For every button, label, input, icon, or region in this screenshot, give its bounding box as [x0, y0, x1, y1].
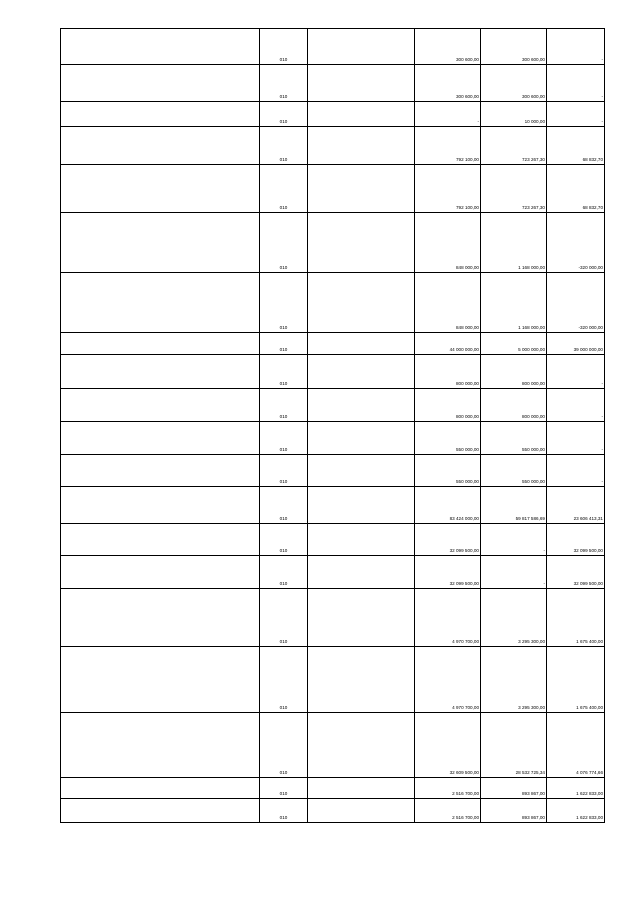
remainder-amount: 32 099 500,00: [547, 556, 605, 589]
table-row: [61, 524, 605, 556]
table-row: [61, 165, 605, 213]
assigned-amount: 2 516 700,00: [415, 799, 481, 823]
executed-amount: 28 532 725,34: [481, 713, 547, 778]
line-code: 010: [260, 389, 308, 422]
budget-item-name: [61, 389, 260, 422]
budget-item-name: [61, 455, 260, 487]
classification-code: [308, 389, 415, 422]
executed-amount: 893 867,00: [481, 799, 547, 823]
budget-transfers-table: [60, 28, 605, 823]
assigned-amount: 4 970 700,00: [415, 647, 481, 713]
table-body: [61, 29, 605, 823]
executed-amount: 1 168 000,00: [481, 273, 547, 333]
remainder-amount: 39 000 000,00: [547, 333, 605, 355]
budget-item-name: [61, 29, 260, 65]
executed-amount: 5 000 000,00: [481, 333, 547, 355]
executed-amount: 3 295 300,00: [481, 589, 547, 647]
budget-item-name: [61, 589, 260, 647]
executed-amount: 550 000,00: [481, 422, 547, 455]
remainder-amount: 23 606 413,31: [547, 487, 605, 524]
line-code: 010: [260, 273, 308, 333]
line-code: 010: [260, 422, 308, 455]
executed-amount: 893 867,00: [481, 778, 547, 799]
remainder-amount: -: [547, 389, 605, 422]
budget-item-name: [61, 165, 260, 213]
remainder-amount: 1 622 833,00: [547, 799, 605, 823]
classification-code: [308, 713, 415, 778]
table-row: [61, 29, 605, 65]
budget-item-name: [61, 778, 260, 799]
remainder-amount: 1 622 833,00: [547, 778, 605, 799]
line-code: 010: [260, 65, 308, 102]
classification-code: [308, 333, 415, 355]
classification-code: [308, 799, 415, 823]
budget-item-name: [61, 487, 260, 524]
line-code: 010: [260, 29, 308, 65]
executed-amount: -: [481, 524, 547, 556]
classification-code: [308, 102, 415, 127]
remainder-amount: 32 099 500,00: [547, 524, 605, 556]
remainder-amount: -320 000,00: [547, 273, 605, 333]
budget-item-name: [61, 647, 260, 713]
executed-amount: 1 168 000,00: [481, 213, 547, 273]
budget-item-name: [61, 524, 260, 556]
executed-amount: 550 000,00: [481, 455, 547, 487]
remainder-amount: 1 675 400,00: [547, 647, 605, 713]
line-code: 010: [260, 333, 308, 355]
assigned-amount: 792 100,00: [415, 165, 481, 213]
table-row: [61, 102, 605, 127]
remainder-amount: -: [547, 355, 605, 389]
classification-code: [308, 524, 415, 556]
assigned-amount: 44 000 000,00: [415, 333, 481, 355]
assigned-amount: 32 609 500,00: [415, 713, 481, 778]
line-code: 010: [260, 127, 308, 165]
line-code: 010: [260, 524, 308, 556]
budget-item-name: [61, 556, 260, 589]
classification-code: [308, 65, 415, 102]
classification-code: [308, 273, 415, 333]
budget-item-name: [61, 422, 260, 455]
line-code: 010: [260, 589, 308, 647]
line-code: 010: [260, 778, 308, 799]
classification-code: [308, 165, 415, 213]
assigned-amount: 848 000,00: [415, 273, 481, 333]
line-code: 010: [260, 102, 308, 127]
budget-item-name: [61, 713, 260, 778]
remainder-amount: -: [547, 65, 605, 102]
line-code: 010: [260, 713, 308, 778]
budget-item-name: [61, 127, 260, 165]
budget-report-page: [60, 28, 604, 823]
executed-amount: 300 600,00: [481, 65, 547, 102]
table-row: [61, 273, 605, 333]
line-code: 010: [260, 556, 308, 589]
classification-code: [308, 213, 415, 273]
line-code: 010: [260, 165, 308, 213]
assigned-amount: 4 970 700,00: [415, 589, 481, 647]
assigned-amount: 848 000,00: [415, 213, 481, 273]
table-row: [61, 333, 605, 355]
table-row: [61, 455, 605, 487]
line-code: 010: [260, 487, 308, 524]
budget-item-name: [61, 213, 260, 273]
executed-amount: 723 267,30: [481, 127, 547, 165]
assigned-amount: 32 099 500,00: [415, 524, 481, 556]
executed-amount: 3 295 300,00: [481, 647, 547, 713]
line-code: 010: [260, 647, 308, 713]
classification-code: [308, 355, 415, 389]
assigned-amount: 800 000,00: [415, 389, 481, 422]
classification-code: [308, 127, 415, 165]
classification-code: [308, 422, 415, 455]
assigned-amount: 300 600,00: [415, 65, 481, 102]
remainder-amount: -: [547, 455, 605, 487]
remainder-amount: 4 076 774,66: [547, 713, 605, 778]
budget-item-name: [61, 799, 260, 823]
assigned-amount: 792 100,00: [415, 127, 481, 165]
remainder-amount: -320 000,00: [547, 213, 605, 273]
line-code: 010: [260, 455, 308, 487]
classification-code: [308, 455, 415, 487]
line-code: 010: [260, 355, 308, 389]
line-code: 010: [260, 213, 308, 273]
assigned-amount: 550 000,00: [415, 455, 481, 487]
budget-item-name: [61, 65, 260, 102]
executed-amount: 723 267,30: [481, 165, 547, 213]
classification-code: [308, 589, 415, 647]
executed-amount: -: [481, 556, 547, 589]
remainder-amount: -: [547, 29, 605, 65]
table-row: [61, 389, 605, 422]
table-row: [61, 713, 605, 778]
table-row: [61, 65, 605, 102]
table-row: [61, 647, 605, 713]
assigned-amount: 550 000,00: [415, 422, 481, 455]
line-code: 010: [260, 799, 308, 823]
budget-item-name: [61, 355, 260, 389]
budget-item-name: [61, 333, 260, 355]
remainder-amount: -: [547, 422, 605, 455]
classification-code: [308, 647, 415, 713]
table-row: [61, 589, 605, 647]
remainder-amount: 68 832,70: [547, 165, 605, 213]
assigned-amount: 800 000,00: [415, 355, 481, 389]
table-row: [61, 213, 605, 273]
classification-code: [308, 487, 415, 524]
table-row: [61, 778, 605, 799]
table-row: [61, 422, 605, 455]
assigned-amount: 32 099 500,00: [415, 556, 481, 589]
executed-amount: 300 600,00: [481, 29, 547, 65]
budget-item-name: [61, 102, 260, 127]
assigned-amount: 300 600,00: [415, 29, 481, 65]
remainder-amount: 1 675 400,00: [547, 589, 605, 647]
table-row: [61, 556, 605, 589]
assigned-amount: -: [415, 102, 481, 127]
executed-amount: 800 000,00: [481, 389, 547, 422]
budget-item-name: [61, 273, 260, 333]
table-row: [61, 799, 605, 823]
classification-code: [308, 778, 415, 799]
executed-amount: 800 000,00: [481, 355, 547, 389]
assigned-amount: 83 424 000,00: [415, 487, 481, 524]
classification-code: [308, 29, 415, 65]
remainder-amount: -: [547, 102, 605, 127]
remainder-amount: 68 832,70: [547, 127, 605, 165]
executed-amount: 10 000,00: [481, 102, 547, 127]
classification-code: [308, 556, 415, 589]
table-row: [61, 355, 605, 389]
assigned-amount: 2 516 700,00: [415, 778, 481, 799]
executed-amount: 59 817 586,69: [481, 487, 547, 524]
table-row: [61, 487, 605, 524]
table-row: [61, 127, 605, 165]
